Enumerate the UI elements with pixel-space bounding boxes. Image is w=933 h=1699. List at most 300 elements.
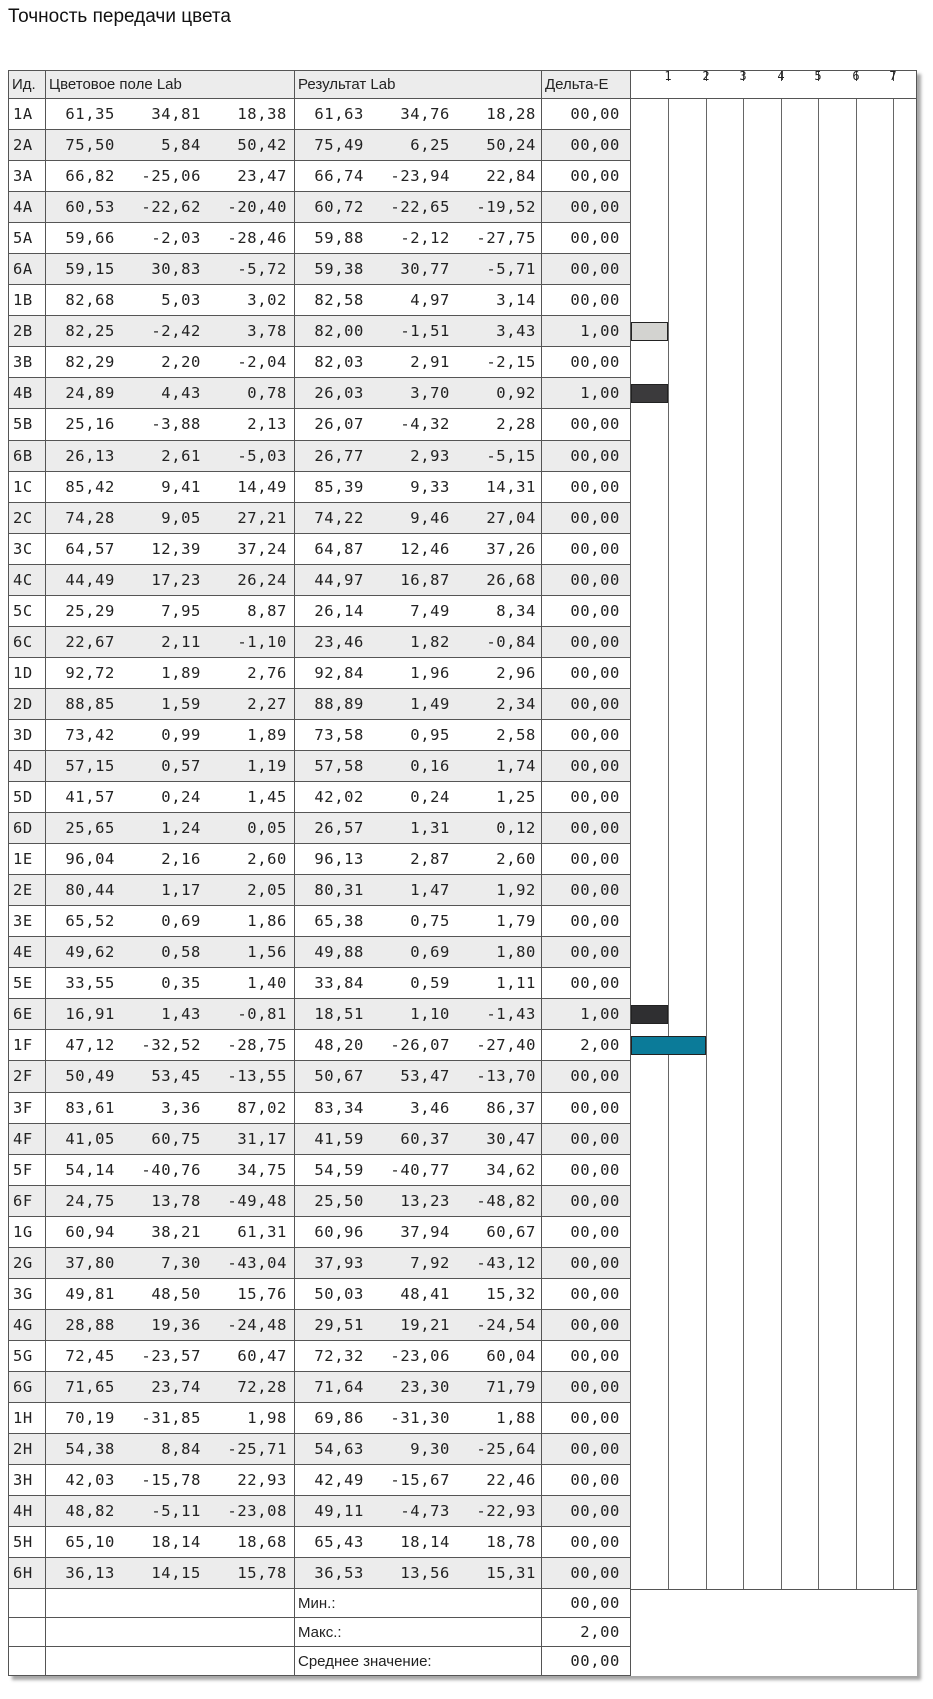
a-value: 0,35 (161, 974, 201, 993)
summary-value: 00,00 (542, 1589, 631, 1618)
grid-line (781, 596, 782, 627)
grid-line (818, 689, 819, 720)
delta-e-value: 00,00 (542, 751, 631, 782)
b-value: 18,38 (237, 105, 287, 124)
b-value: 2,60 (496, 850, 536, 869)
result-lab-values (295, 347, 542, 378)
b-value: 0,92 (496, 384, 536, 403)
result-lab-values (295, 1093, 542, 1124)
summary-empty-cell (46, 1647, 295, 1676)
grid-line (706, 1093, 707, 1124)
delta-e-bar-cell (631, 1558, 917, 1589)
a-value: 4,43 (161, 384, 201, 403)
b-value: 0,78 (247, 384, 287, 403)
delta-e-bar-cell (631, 1496, 917, 1527)
grid-line (893, 1403, 894, 1434)
grid-line (781, 1061, 782, 1092)
row-id: 1G (9, 1217, 46, 1248)
a-value: 1,96 (410, 663, 450, 682)
l-value: 85,42 (65, 477, 115, 496)
patch-lab-values (46, 968, 295, 999)
grid-line (893, 1558, 894, 1589)
delta-e-value: 00,00 (542, 1248, 631, 1279)
grid-line (743, 875, 744, 906)
grid-line (743, 627, 744, 658)
b-value: 50,42 (237, 136, 287, 155)
delta-e-value: 00,00 (542, 720, 631, 751)
l-value: 69,86 (314, 1408, 364, 1427)
b-value: 1,45 (247, 788, 287, 807)
a-value: 6,25 (410, 136, 450, 155)
a-value: 19,21 (400, 1315, 450, 1334)
l-value: 54,38 (65, 1440, 115, 1459)
grid-line (893, 285, 894, 316)
l-value: 23,46 (314, 632, 364, 651)
grid-line (743, 441, 744, 472)
a-value: 13,78 (151, 1191, 201, 1210)
delta-e-value: 00,00 (542, 472, 631, 503)
row-id: 1H (9, 1403, 46, 1434)
grid-line (893, 1155, 894, 1186)
col-header-id: Ид. (9, 71, 46, 99)
grid-line (893, 1341, 894, 1372)
a-value: 60,75 (151, 1129, 201, 1148)
grid-line (856, 1465, 857, 1496)
patch-lab-values (46, 1093, 295, 1124)
delta-e-bar-cell (631, 906, 917, 937)
grid-line (818, 130, 819, 161)
grid-line (893, 720, 894, 751)
grid-line (706, 906, 707, 937)
patch-lab-values (46, 937, 295, 968)
delta-e-value: 00,00 (542, 1496, 631, 1527)
b-value: 14,49 (237, 477, 287, 496)
grid-line (668, 472, 669, 503)
patch-lab-values (46, 472, 295, 503)
b-value: -24,54 (476, 1315, 536, 1334)
grid-line (668, 782, 669, 813)
grid-line (818, 937, 819, 968)
patch-lab-values (46, 720, 295, 751)
result-lab-values (295, 658, 542, 689)
grid-line (706, 130, 707, 161)
row-id: 5B (9, 409, 46, 440)
a-value: 13,56 (400, 1564, 450, 1583)
grid-line (818, 1403, 819, 1434)
grid-line (743, 347, 744, 378)
b-value: 18,28 (486, 105, 536, 124)
l-value: 44,97 (314, 570, 364, 589)
a-value: 0,24 (161, 788, 201, 807)
delta-e-value: 00,00 (542, 1372, 631, 1403)
grid-line (668, 1186, 669, 1217)
a-value: 12,46 (400, 539, 450, 558)
b-value: 8,34 (496, 601, 536, 620)
a-value: 1,43 (161, 1005, 201, 1024)
l-value: 82,25 (65, 322, 115, 341)
row-id: 4H (9, 1496, 46, 1527)
b-value: 30,47 (486, 1129, 536, 1148)
grid-line (706, 1155, 707, 1186)
b-value: 8,87 (247, 601, 287, 620)
row-id: 4E (9, 937, 46, 968)
result-lab-values (295, 906, 542, 937)
row-id: 4B (9, 378, 46, 409)
grid-line (743, 1093, 744, 1124)
result-lab-values (295, 565, 542, 596)
grid-line (706, 99, 707, 130)
delta-e-value: 1,00 (542, 316, 631, 347)
grid-line (706, 1217, 707, 1248)
grid-line (706, 1279, 707, 1310)
delta-e-value: 2,00 (542, 1030, 631, 1061)
result-lab-values (295, 1279, 542, 1310)
grid-line (818, 875, 819, 906)
result-lab-values (295, 1061, 542, 1092)
grid-line (668, 813, 669, 844)
grid-line (706, 813, 707, 844)
l-value: 57,58 (314, 757, 364, 775)
grid-line (706, 316, 707, 347)
grid-line (818, 1155, 819, 1186)
a-value: 2,87 (410, 850, 450, 869)
b-value: 1,98 (247, 1408, 287, 1427)
result-lab-values (295, 937, 542, 968)
grid-line (668, 409, 669, 440)
axis-tick-label: 1 (664, 71, 672, 83)
result-lab-values (295, 720, 542, 751)
grid-line (818, 192, 819, 223)
patch-lab-values (46, 285, 295, 316)
grid-line (781, 1465, 782, 1496)
a-value: 3,36 (161, 1098, 201, 1117)
grid-line (668, 1124, 669, 1155)
delta-e-bar-cell (631, 813, 917, 844)
grid-line (856, 1434, 857, 1465)
l-value: 42,03 (65, 1471, 115, 1490)
a-value: -23,57 (141, 1346, 201, 1365)
l-value: 71,65 (65, 1377, 115, 1396)
l-value: 73,42 (65, 725, 115, 744)
grid-line (893, 441, 894, 472)
grid-line (781, 751, 782, 782)
b-value: 27,04 (486, 508, 536, 527)
patch-lab-values (46, 1124, 295, 1155)
l-value: 48,82 (65, 1502, 115, 1521)
l-value: 65,43 (314, 1533, 364, 1552)
l-value: 64,57 (65, 539, 115, 558)
delta-e-value: 00,00 (542, 130, 631, 161)
grid-line (818, 1030, 819, 1061)
grid-line (781, 565, 782, 596)
delta-e-bar-cell (631, 565, 917, 596)
l-value: 83,61 (65, 1098, 115, 1117)
grid-line (743, 378, 744, 409)
delta-e-bar-cell (631, 1030, 917, 1061)
a-value: 19,36 (151, 1315, 201, 1334)
l-value: 26,07 (314, 415, 364, 434)
summary-value: 2,00 (542, 1618, 631, 1647)
a-value: 23,74 (151, 1377, 201, 1396)
patch-lab-values (46, 1496, 295, 1527)
grid-line (743, 409, 744, 440)
b-value: 71,79 (486, 1377, 536, 1396)
grid-line (781, 534, 782, 565)
delta-e-value: 00,00 (542, 1279, 631, 1310)
grid-line (893, 1248, 894, 1279)
b-value: 37,26 (486, 539, 536, 558)
l-value: 60,96 (314, 1222, 364, 1241)
l-value: 72,45 (65, 1346, 115, 1365)
a-value: 60,37 (400, 1129, 450, 1148)
grid-line (856, 254, 857, 285)
delta-e-value: 00,00 (542, 906, 631, 937)
col-header-result-lab: Результат Lab (295, 71, 542, 99)
b-value: 2,27 (247, 694, 287, 713)
grid-line (706, 192, 707, 223)
result-lab-values (295, 316, 542, 347)
grid-line (706, 968, 707, 999)
grid-line (706, 534, 707, 565)
l-value: 96,04 (65, 850, 115, 869)
result-lab-values (295, 844, 542, 875)
grid-line (893, 130, 894, 161)
delta-e-bar-cell (631, 1093, 917, 1124)
b-value: -28,46 (227, 229, 287, 248)
delta-e-value: 00,00 (542, 192, 631, 223)
row-id: 4D (9, 751, 46, 782)
summary-label: Мин.: (295, 1589, 542, 1618)
l-value: 82,03 (314, 353, 364, 372)
a-value: -23,94 (390, 167, 450, 186)
delta-e-bar-cell (631, 285, 917, 316)
a-value: 7,92 (410, 1253, 450, 1272)
patch-lab-values (46, 813, 295, 844)
grid-line (706, 596, 707, 627)
delta-e-value: 00,00 (542, 565, 631, 596)
b-value: 2,13 (247, 415, 287, 434)
b-value: -13,70 (476, 1067, 536, 1086)
grid-line (743, 658, 744, 689)
row-id: 6C (9, 627, 46, 658)
l-value: 83,34 (314, 1098, 364, 1117)
grid-line (856, 1217, 857, 1248)
grid-line (818, 1527, 819, 1558)
patch-lab-values (46, 1372, 295, 1403)
grid-line (781, 161, 782, 192)
grid-line (743, 1558, 744, 1589)
delta-e-value: 00,00 (542, 1155, 631, 1186)
result-lab-values (295, 378, 542, 409)
delta-e-bar-cell (631, 999, 917, 1030)
grid-line (706, 627, 707, 658)
l-value: 88,85 (65, 694, 115, 713)
patch-lab-values (46, 1558, 295, 1589)
grid-line (893, 1217, 894, 1248)
result-lab-values (295, 1465, 542, 1496)
grid-line (668, 441, 669, 472)
grid-line (706, 751, 707, 782)
grid-line (856, 223, 857, 254)
a-value: 0,95 (410, 725, 450, 744)
row-id: 3G (9, 1279, 46, 1310)
l-value: 41,57 (65, 788, 115, 807)
b-value: 60,04 (486, 1346, 536, 1365)
b-value: 22,93 (237, 1471, 287, 1490)
delta-e-bar-cell (631, 441, 917, 472)
result-lab-values (295, 813, 542, 844)
grid-line (668, 689, 669, 720)
l-value: 26,77 (314, 446, 364, 465)
grid-line (856, 1061, 857, 1092)
grid-line (706, 689, 707, 720)
b-value: 23,47 (237, 167, 287, 186)
l-value: 65,38 (314, 912, 364, 931)
l-value: 66,74 (314, 167, 364, 186)
l-value: 92,84 (314, 663, 364, 682)
grid-line (706, 285, 707, 316)
grid-line (781, 1279, 782, 1310)
b-value: 22,84 (486, 167, 536, 186)
a-value: -2,03 (151, 229, 201, 248)
grid-line (818, 1341, 819, 1372)
grid-line (706, 1186, 707, 1217)
result-lab-values (295, 1310, 542, 1341)
row-id: 4C (9, 565, 46, 596)
patch-lab-values (46, 130, 295, 161)
delta-e-bar-cell (631, 720, 917, 751)
l-value: 73,58 (314, 725, 364, 744)
color-accuracy-table (8, 70, 917, 1676)
patch-lab-values (46, 1465, 295, 1496)
grid-line (781, 1248, 782, 1279)
delta-e-bar (631, 1036, 706, 1055)
a-value: -40,76 (141, 1160, 201, 1179)
l-value: 33,55 (65, 974, 115, 993)
grid-line (668, 596, 669, 627)
b-value: 1,79 (496, 912, 536, 931)
l-value: 70,19 (65, 1408, 115, 1427)
summary-label: Среднее значение: (295, 1647, 542, 1676)
grid-line (668, 1527, 669, 1558)
result-lab-values (295, 782, 542, 813)
delta-e-bar-cell (631, 503, 917, 534)
result-lab-values (295, 254, 542, 285)
result-lab-values (295, 1496, 542, 1527)
page-title: Точность передачи цвета (8, 6, 231, 27)
l-value: 66,82 (65, 167, 115, 186)
patch-lab-values (46, 192, 295, 223)
grid-line (781, 254, 782, 285)
grid-line (818, 1093, 819, 1124)
grid-line (743, 1496, 744, 1527)
grid-line (818, 1496, 819, 1527)
l-value: 41,05 (65, 1129, 115, 1148)
delta-e-value: 00,00 (542, 1341, 631, 1372)
grid-line (743, 1279, 744, 1310)
l-value: 26,14 (314, 601, 364, 620)
l-value: 54,14 (65, 1160, 115, 1179)
delta-e-value: 00,00 (542, 441, 631, 472)
grid-line (743, 1341, 744, 1372)
grid-line (893, 1372, 894, 1403)
delta-e-value: 00,00 (542, 689, 631, 720)
b-value: -5,03 (237, 446, 287, 465)
grid-line (743, 1527, 744, 1558)
grid-line (781, 1217, 782, 1248)
summary-label: Макс.: (295, 1618, 542, 1647)
grid-line (743, 565, 744, 596)
a-value: -1,51 (400, 322, 450, 341)
row-id: 3A (9, 161, 46, 192)
delta-e-value: 00,00 (542, 254, 631, 285)
grid-line (781, 1558, 782, 1589)
grid-line (893, 1310, 894, 1341)
b-value: 15,76 (237, 1284, 287, 1303)
result-lab-values (295, 223, 542, 254)
axis-tick-label: 5 (814, 71, 822, 83)
grid-line (781, 968, 782, 999)
delta-e-bar-cell (631, 99, 917, 130)
grid-line (856, 689, 857, 720)
grid-line (818, 1124, 819, 1155)
l-value: 65,10 (65, 1533, 115, 1552)
delta-e-bar-cell (631, 751, 917, 782)
row-id: 3E (9, 906, 46, 937)
grid-line (818, 254, 819, 285)
l-value: 82,58 (314, 291, 364, 310)
row-id: 2F (9, 1061, 46, 1092)
b-value: -48,82 (476, 1191, 536, 1210)
grid-line (818, 316, 819, 347)
grid-line (893, 1496, 894, 1527)
grid-line (668, 254, 669, 285)
grid-line (856, 1155, 857, 1186)
grid-line (818, 99, 819, 130)
a-value: -15,67 (390, 1471, 450, 1490)
b-value: -20,40 (227, 198, 287, 217)
row-id: 5H (9, 1527, 46, 1558)
row-id: 6D (9, 813, 46, 844)
grid-line (893, 844, 894, 875)
grid-line (668, 751, 669, 782)
delta-e-bar (631, 322, 668, 341)
grid-line (706, 441, 707, 472)
grid-line (743, 1465, 744, 1496)
l-value: 16,91 (65, 1005, 115, 1024)
row-id: 2A (9, 130, 46, 161)
grid-line (743, 1186, 744, 1217)
l-value: 26,03 (314, 384, 364, 403)
grid-line (893, 1434, 894, 1465)
a-value: 0,99 (161, 725, 201, 744)
patch-lab-values (46, 565, 295, 596)
a-value: 1,24 (161, 819, 201, 838)
a-value: 7,30 (161, 1253, 201, 1272)
grid-line (893, 1093, 894, 1124)
grid-line (743, 1030, 744, 1061)
grid-line (706, 844, 707, 875)
l-value: 54,59 (314, 1160, 364, 1179)
delta-e-value: 00,00 (542, 1465, 631, 1496)
b-value: 2,58 (496, 725, 536, 744)
patch-lab-values (46, 596, 295, 627)
row-id: 5C (9, 596, 46, 627)
l-value: 60,94 (65, 1222, 115, 1241)
row-id: 3B (9, 347, 46, 378)
delta-e-bar-cell (631, 937, 917, 968)
delta-e-bar-cell (631, 1465, 917, 1496)
